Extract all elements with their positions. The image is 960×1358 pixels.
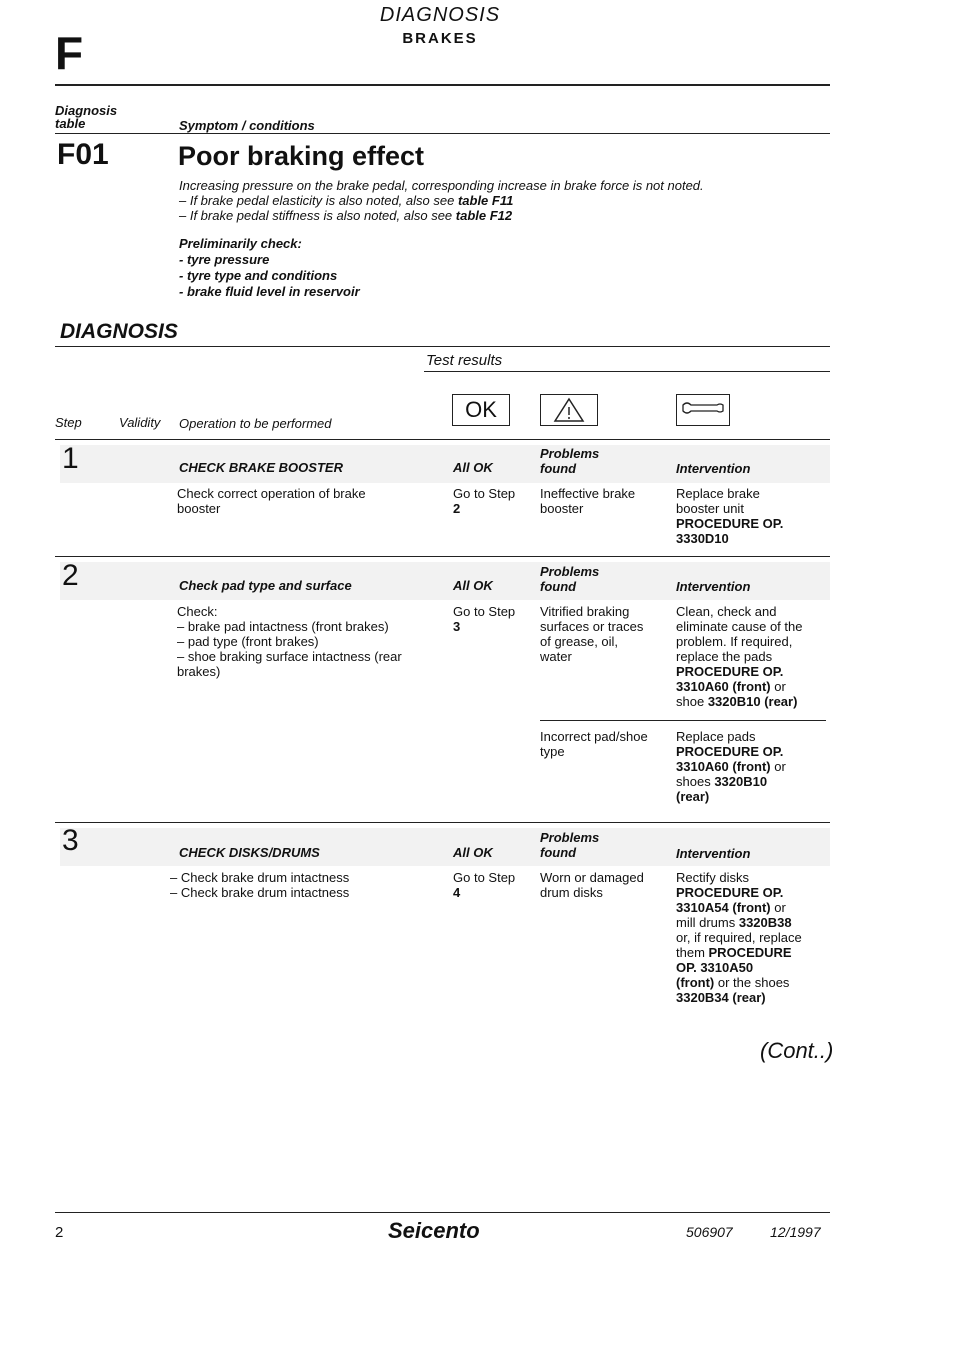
step-3-intervention: Rectify disks PROCEDURE OP. 3310A54 (front) or mill drums 3320B38 or, if required, replace them PROCEDURE OP. 3310A50 (front) or the shoes 3320B34 (rear): [676, 870, 802, 1005]
step-2-inner-rule: [540, 720, 826, 721]
step-3-number: 3: [62, 824, 79, 857]
table-f11-link[interactable]: table F11: [457, 193, 514, 208]
step-1-title: CHECK BRAKE BOOSTER: [179, 460, 343, 475]
step-1-intervention: Replace brake booster unit PROCEDURE OP. 3330D10: [676, 486, 784, 546]
step-2-title: Check pad type and surface: [179, 578, 352, 593]
brand-logo: Seicento: [388, 1218, 480, 1243]
step-3-problems-found: Problems found: [540, 830, 600, 860]
header-rule: [55, 84, 830, 86]
table-f12-link[interactable]: table F12: [455, 208, 513, 223]
step-2-intervention-label: Intervention: [676, 579, 751, 594]
preliminary-checks: Preliminarily check: - tyre pressure - tyre type and conditions - brake fluid level in reservoir: [179, 236, 360, 299]
step-2-go-to[interactable]: Go to Step 3: [453, 604, 516, 634]
step-3-operation: – Check brake drum intactness – Check brake drum intactness: [170, 870, 350, 900]
step-1-operation: Check correct operation of brake booster: [177, 486, 366, 516]
step-3-go-to[interactable]: Go to Step 4: [453, 870, 516, 900]
step-3-problem: Worn or damaged drum disks: [540, 870, 644, 900]
step-1-all-ok: All OK: [453, 460, 493, 475]
table-title: Poor braking effect: [178, 141, 425, 171]
header-title: DIAGNOSIS: [379, 4, 501, 26]
step-1-problem: Ineffective brake booster: [540, 486, 636, 516]
test-results-label: Test results: [426, 352, 503, 369]
validity-header: Validity: [119, 415, 161, 430]
step-1-intervention-label: Intervention: [676, 461, 751, 476]
header-subtitle: BRAKES: [402, 30, 478, 47]
step-2-problem: Vitrified braking surfaces or traces of grease, oil, water: [540, 604, 644, 664]
footer-rule: [55, 1212, 830, 1213]
diagnosis-table-label: Diagnosis table: [55, 103, 118, 131]
warning-triangle-icon: [540, 394, 598, 426]
ok-icon: OK: [452, 394, 510, 426]
step-header: Step: [55, 415, 82, 430]
symptom-label: Symptom / conditions: [179, 118, 315, 133]
page-number: 2: [55, 1224, 64, 1241]
step-2-problems-found: Problems found: [540, 564, 600, 594]
continued-note: (Cont..): [760, 1038, 834, 1063]
step-1-number: 1: [62, 442, 79, 475]
table-header-rule: [55, 439, 830, 440]
step-2-intervention: Clean, check and eliminate cause of the problem. If required, replace the pads PROCEDURE OP. 3310A60 (front) or shoe 3320B10 (rear): [676, 604, 803, 709]
step-3-intervention-label: Intervention: [676, 846, 751, 861]
symptom-description: Increasing pressure on the brake pedal, corresponding increase in brake force is not noted. – If brake pedal elasticity is also noted, also see table F11 – If brake pedal stiffness is also noted, also see table F12: [179, 178, 704, 223]
table-code: F01: [57, 138, 109, 171]
test-results-rule: [424, 371, 830, 372]
column-rule: [55, 133, 830, 134]
section-letter: F: [55, 27, 84, 79]
step-2-operation: Check: – brake pad intactness (front brakes) – pad type (front brakes) – shoe braking surface intactness (rear brakes): [177, 604, 402, 679]
diagnosis-rule: [55, 346, 830, 347]
step-2-rule: [55, 822, 830, 823]
doc-date: 12/1997: [770, 1224, 821, 1240]
step-2-problem-2: Incorrect pad/shoe type: [540, 729, 648, 759]
diagnosis-heading: DIAGNOSIS: [60, 320, 178, 343]
step-1-go-to[interactable]: Go to Step 2: [453, 486, 516, 516]
doc-number: 506907: [686, 1224, 733, 1240]
step-2-intervention-2: Replace pads PROCEDURE OP. 3310A60 (front) or shoes 3320B10 (rear): [676, 729, 786, 804]
step-2-number: 2: [62, 559, 79, 592]
step-1-problems-found: Problems found: [540, 446, 600, 476]
step-1-rule: [55, 556, 830, 557]
step-3-all-ok: All OK: [453, 845, 493, 860]
wrench-icon: [676, 394, 730, 426]
operation-header: Operation to be performed: [179, 416, 332, 431]
step-3-title: CHECK DISKS/DRUMS: [179, 845, 320, 860]
step-2-all-ok: All OK: [453, 578, 493, 593]
